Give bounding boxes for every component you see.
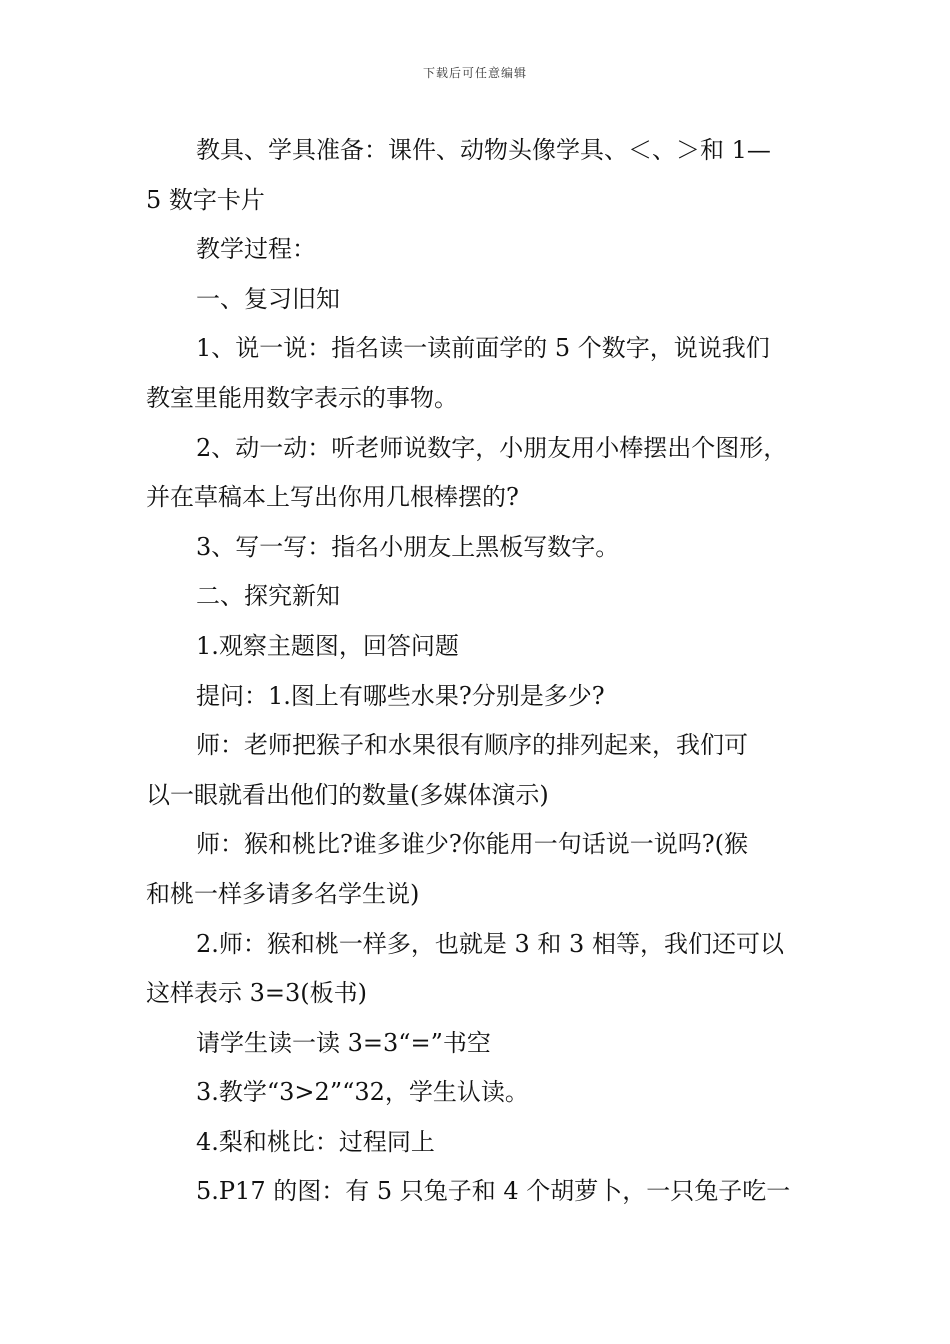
text-line: 师：老师把猴子和水果很有顺序的排列起来，我们可	[196, 731, 748, 760]
text-line: 4.梨和桃比：过程同上	[196, 1127, 435, 1156]
text-line: 2.师：猴和桃一样多，也就是 3 和 3 相等，我们还可以	[196, 929, 784, 958]
text-line: 这样表示 3=3(板书)	[146, 979, 368, 1008]
text-line: 提问：1.图上有哪些水果?分别是多少?	[196, 681, 605, 710]
text-line: 教具、学具准备：课件、动物头像学具、＜、＞和 1—	[196, 136, 771, 164]
text-line: 请学生读一读 3=3“=”书空	[196, 1028, 491, 1057]
text-line: 5 数字卡片	[146, 185, 265, 214]
text-line: 3、写一写：指名小朋友上黑板写数字。	[196, 532, 620, 561]
text-line: 二、探究新知	[196, 582, 340, 611]
page-header: 下载后可任意编辑	[422, 66, 527, 80]
text-line: 5.P17 的图：有 5 只兔子和 4 个胡萝卜，一只兔子吃一	[196, 1177, 791, 1206]
text-line: 和桃一样多请多名学生说)	[146, 879, 420, 908]
text-line: 师：猴和桃比?谁多谁少?你能用一句话说一说吗?(猴	[196, 830, 748, 859]
text-line: 3.教学“3>2”“32，学生认读。	[196, 1078, 529, 1107]
document-body	[146, 126, 810, 1217]
text-line: 一、复习旧知	[196, 284, 340, 313]
text-line: 教学过程：	[196, 235, 316, 264]
text-line: 1.观察主题图，回答问题	[196, 631, 459, 660]
text-line: 并在草稿本上写出你用几根棒摆的?	[146, 483, 519, 512]
text-line: 1、说一说：指名读一读前面学的 5 个数字，说说我们	[196, 334, 770, 363]
text-line: 以一眼就看出他们的数量(多媒体演示)	[146, 780, 549, 809]
text-line: 教室里能用数字表示的事物。	[146, 383, 458, 412]
text-line: 2、动一动：听老师说数字，小朋友用小棒摆出个图形，	[196, 433, 788, 462]
